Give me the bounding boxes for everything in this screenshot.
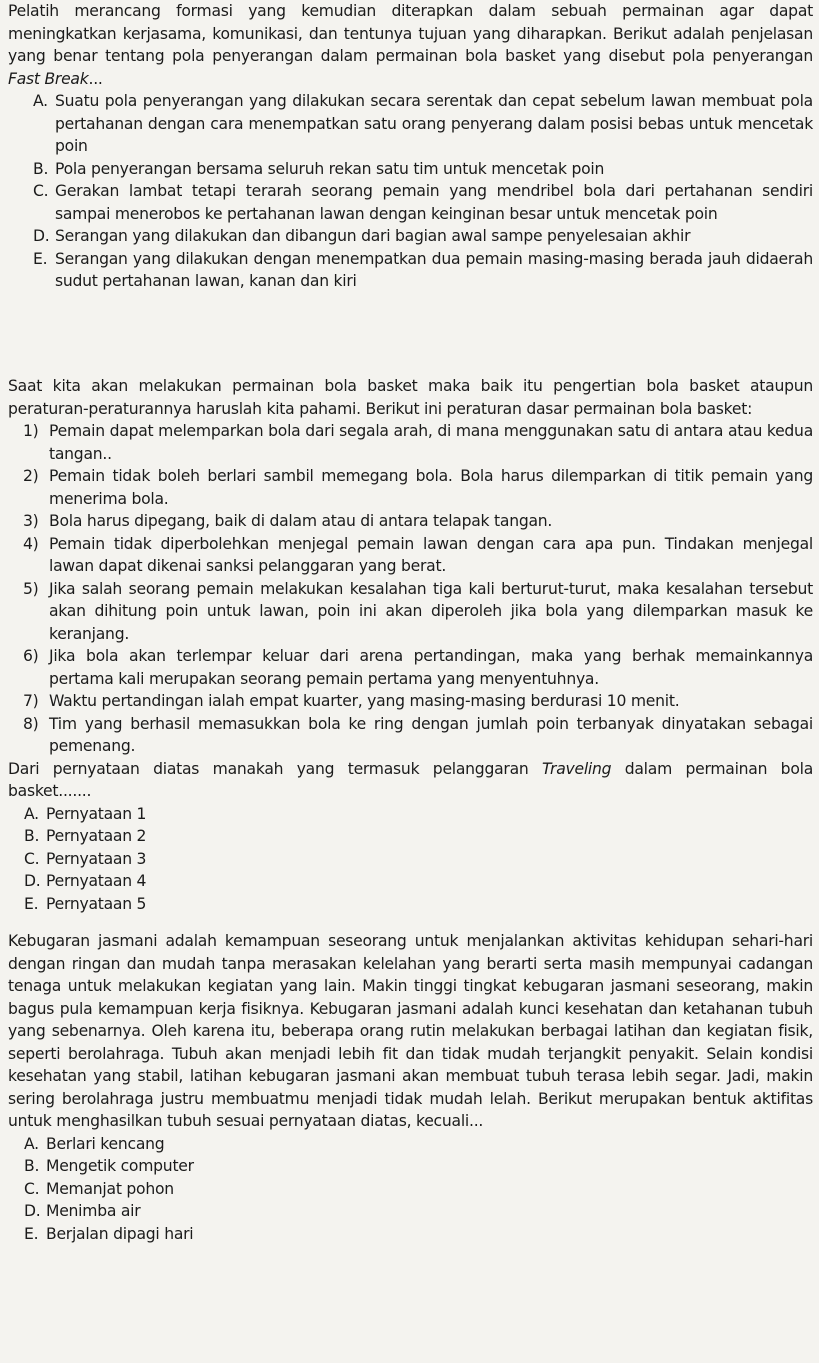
question-3-option-d[interactable]: D. Menimba air xyxy=(24,1202,141,1220)
question-2-option-d[interactable]: D. Pernyataan 4 xyxy=(24,872,147,890)
rule-4: 4) Pemain tidak diperbolehkan menjegal pemain lawan dengan cara apa pun. Tindakan menjegal lawan dapat dikenai sanksi pelanggaran yang berat. xyxy=(23,534,813,575)
rule-7: 7) Waktu pertandingan ialah empat kuarter, yang masing-masing berdurasi 10 menit. xyxy=(23,692,680,710)
basketball-rules-list xyxy=(23,420,813,758)
rule-6: 6) Jika bola akan terlempar keluar dari arena pertandingan, maka yang berhak memainkannya pertama kali merupakan seorang pemain pertama yang menyentuhnya. xyxy=(23,647,813,688)
term-traveling: Traveling xyxy=(541,759,612,778)
question-1-stem: Pelatih merancang formasi yang kemudian diterapkan dalam sebuah permainan agar dapat meningkatkan kerjasama, komunikasi, dan tentunya tujuan yang diharapkan. Berikut adalah penjelasan yang benar tentang pola penyerangan dalam permainan bola basket yang disebut pola penyerangan Fast Break... xyxy=(8,2,813,88)
rule-5: 5) Jika salah seorang pemain melakukan kesalahan tiga kali berturut-turut, maka kesalahan tersebut akan dihitung poin untuk lawan, poin ini akan diperoleh jika bola yang dilemparkan masuk ke keranjang. xyxy=(23,579,813,643)
question-2-stem: Dari pernyataan diatas manakah yang termasuk pelanggaran Traveling dalam permainan bola basket....... xyxy=(8,759,814,800)
question-3-stem: Kebugaran jasmani adalah kemampuan seseorang untuk menjalankan aktivitas kehidupan sehari-hari dengan ringan dan mudah tanpa merasakan kelelahan yang berarti serta masih mempunyai cadangan tenaga untuk melakukan kegiatan yang lain. Makin tinggi tingkat kebugaran jasmani seseorang, makin bagus pula kemampuan kerja fisiknya. Kebugaran jasmani adalah kunci kesehatan dan ketahanan tubuh yang sebenarnya. Oleh karena itu, beberapa orang rutin melakukan berbagai latihan dan kegiatan fisik, seperti berolahraga. Tubuh akan menjadi lebih fit dan tidak mudah terjangkit penyakit. Selain kondisi kesehatan yang stabil, latihan kebugaran jasmani akan membuat tubuh terasa lebih segar. Jadi, makin sering berolahraga justru membuatmu menjadi tidak mudah lelah. Berikut merupakan bentuk aktifitas untuk menghasilkan tubuh sesuai pernyataan diatas, kecuali... xyxy=(8,932,813,1130)
question-1-option-d[interactable]: D. Serangan yang dilakukan dan dibangun dari bagian awal sampe penyelesaian akhir xyxy=(33,227,691,245)
question-2-intro: Saat kita akan melakukan permainan bola basket maka baik itu pengertian bola basket ataupun peraturan-peraturannya haruslah kita pahami. Berikut ini peraturan dasar permainan bola basket: xyxy=(8,377,813,418)
question-1-option-c[interactable]: C. Gerakan lambat tetapi terarah seorang pemain yang mendribel bola dari pertahanan sendiri sampai menerobos ke pertahanan lawan dengan keinginan besar untuk mencetak poin xyxy=(33,182,813,223)
rule-1: 1) Pemain dapat melemparkan bola dari segala arah, di mana menggunakan satu di antara atau kedua tangan.. xyxy=(23,422,813,463)
question-2-option-c[interactable]: C. Pernyataan 3 xyxy=(24,849,147,868)
question-3-option-e[interactable]: E. Berjalan dipagi hari xyxy=(24,1224,194,1243)
question-1-option-e[interactable]: E. Serangan yang dilakukan dengan menempatkan dua pemain masing-masing berada jauh didaerah sudut pertahanan lawan, kanan dan kiri xyxy=(33,249,813,290)
question-3-option-c[interactable]: C. Memanjat pohon xyxy=(24,1179,174,1198)
question-3-options xyxy=(24,1133,813,1246)
question-2-option-b[interactable]: B. Pernyataan 2 xyxy=(24,827,147,845)
question-2 xyxy=(8,375,813,915)
question-2-options xyxy=(24,803,813,916)
question-2-option-a[interactable]: A. Pernyataan 1 xyxy=(24,804,147,823)
question-2-option-e[interactable]: E. Pernyataan 5 xyxy=(24,894,147,913)
term-fast-break: Fast Break xyxy=(8,69,89,88)
question-1-option-b[interactable]: B. Pola penyerangan bersama seluruh rekan satu tim untuk mencetak poin xyxy=(33,159,605,178)
question-1 xyxy=(8,0,813,293)
question-3-option-b[interactable]: B. Mengetik computer xyxy=(24,1157,194,1175)
rule-3: 3) Bola harus dipegang, baik di dalam atau di antara telapak tangan. xyxy=(23,512,553,530)
rule-2: 2) Pemain tidak boleh berlari sambil memegang bola. Bola harus dilemparkan di titik pemain yang menerima bola. xyxy=(23,467,813,508)
question-3 xyxy=(8,930,813,1245)
question-1-option-a[interactable]: A. Suatu pola penyerangan yang dilakukan secara serentak dan cepat sebelum lawan membuat pola pertahanan dengan cara menempatkan satu orang penyerang dalam posisi bebas untuk mencetak poin xyxy=(33,92,813,155)
rule-8: 8) Tim yang berhasil memasukkan bola ke ring dengan jumlah poin terbanyak dinyatakan sebagai pemenang. xyxy=(23,714,813,755)
question-1-options xyxy=(33,90,813,293)
question-3-option-a[interactable]: A. Berlari kencang xyxy=(24,1134,165,1153)
